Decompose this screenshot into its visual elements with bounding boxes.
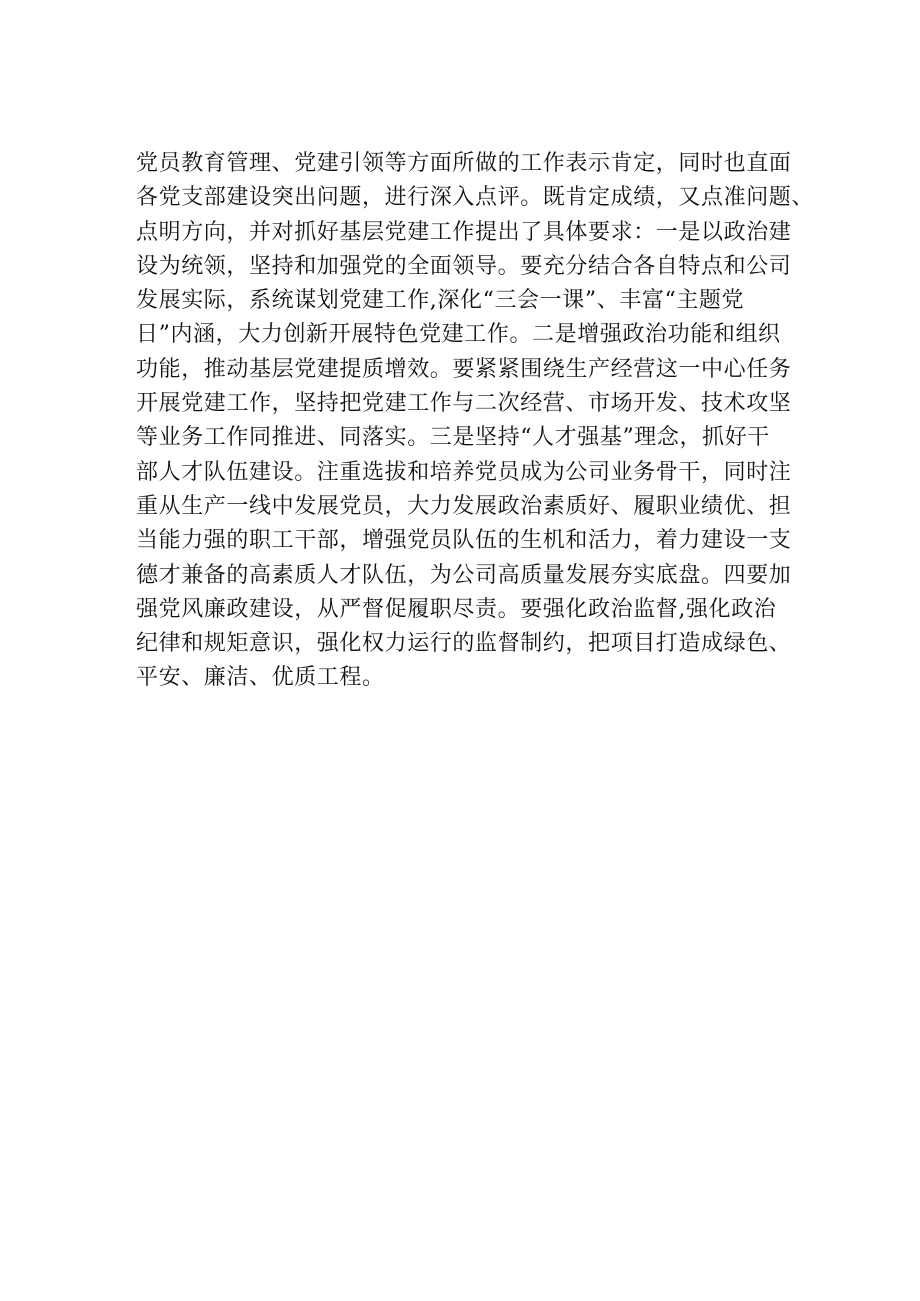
paragraph-line: 重从生产一线中发展党员，大力发展政治素质好、履职业绩优、担 <box>136 493 792 519</box>
paragraph-line: 日”内涵，大力创新开展特色党建工作。二是增强政治功能和组织 <box>136 322 781 348</box>
paragraph-line: 设为统领，坚持和加强党的全面领导。要充分结合各自特点和公司 <box>136 253 792 279</box>
paragraph-line: 纪律和规矩意识，强化权力运行的监督制约，把项目打造成绿色、 <box>136 631 792 657</box>
paragraph-line: 当能力强的职工干部，增强党员队伍的生机和活力，着力建设一支 <box>136 528 792 554</box>
paragraph-line: 部人才队伍建设。注重选拔和培养党员成为公司业务骨干，同时注 <box>136 459 792 485</box>
paragraph-line: 发展实际，系统谋划党建工作,深化“三会一课”、丰富“主题党 <box>136 288 745 314</box>
paragraph-line: 点明方向，并对抓好基层党建工作提出了具体要求：一是以政治建 <box>136 219 792 245</box>
paragraph-line: 功能，推动基层党建提质增效。要紧紧围绕生产经营这一中心任务 <box>136 356 792 382</box>
paragraph-line: 强党风廉政建设，从严督促履职尽责。要强化政治监督,强化政治 <box>136 596 777 622</box>
paragraph-line: 开展党建工作，坚持把党建工作与二次经营、市场开发、技术攻坚 <box>136 391 792 417</box>
paragraph-line: 各党支部建设突出问题，进行深入点评。既肯定成绩，又点准问题、 <box>136 185 815 211</box>
paragraph-line: 德才兼备的高素质人才队伍，为公司高质量发展夯实底盘。四要加 <box>136 562 792 588</box>
paragraph-line: 平安、廉洁、优质工程。 <box>136 665 385 691</box>
body-paragraph <box>136 147 836 696</box>
paragraph-line: 党员教育管理、党建引领等方面所做的工作表示肯定，同时也直面 <box>136 151 792 176</box>
paragraph-line: 等业务工作同推进、同落实。三是坚持“人才强基”理念，抓好干 <box>136 425 770 451</box>
